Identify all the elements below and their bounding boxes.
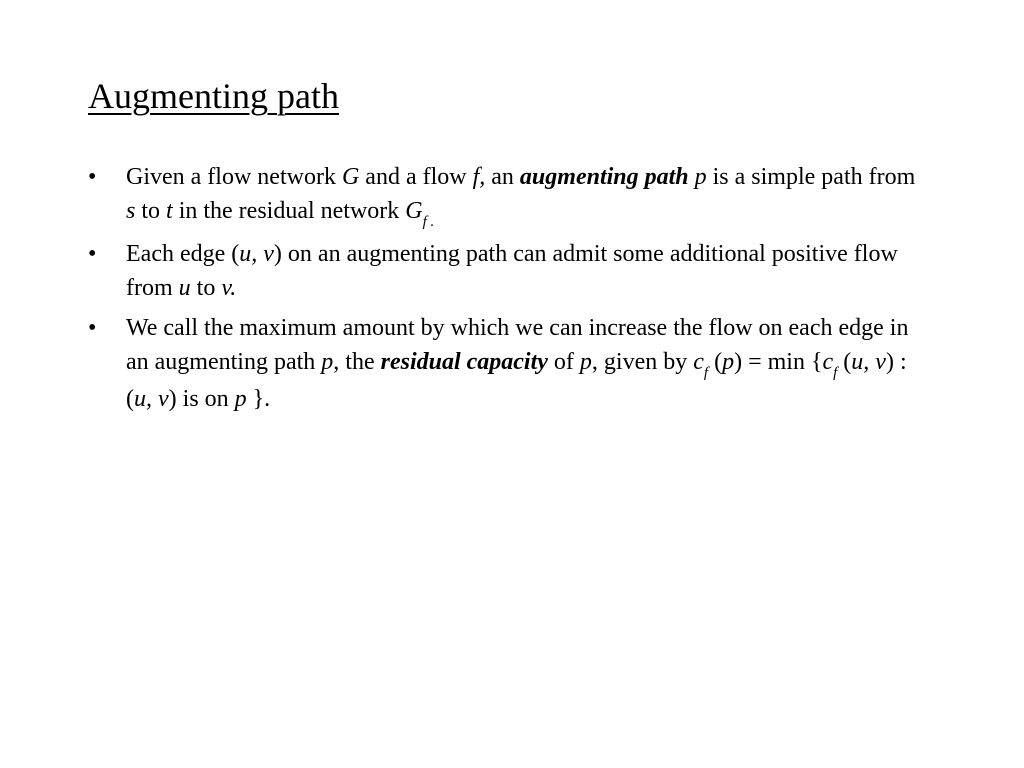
text: We call the maximum amount by which we can increase the flow on each edge in an augmenting path — [126, 315, 909, 375]
bullet-marker: • — [88, 241, 97, 267]
text: ( — [837, 349, 852, 375]
text: in the residual network — [172, 198, 406, 224]
text: to — [190, 275, 222, 301]
math-subscript-f: f . — [422, 214, 435, 230]
text: Each edge ( — [126, 241, 240, 267]
term-residual-capacity: residual capacity — [380, 349, 548, 375]
text: and a flow — [359, 164, 473, 190]
text: ) on an augmenting path can admit some additional positive flow from — [126, 241, 898, 301]
math-f: f, — [472, 164, 486, 190]
text: , given by — [591, 349, 694, 375]
math-p: p — [694, 164, 707, 190]
math-uv: u, v — [239, 241, 274, 267]
bullet-list — [88, 160, 918, 422]
text: of — [547, 349, 580, 375]
math-G: G — [341, 164, 360, 190]
slide-title: Augmenting path — [88, 76, 339, 116]
math-subscript-f: f — [833, 365, 838, 381]
text: ( — [708, 349, 723, 375]
math-c: c — [822, 349, 834, 375]
bullet-marker: • — [88, 315, 97, 341]
text: ) is on — [168, 386, 235, 412]
bullet-item-3 — [88, 311, 918, 416]
bullet-item-1 — [88, 160, 918, 231]
math-p: p — [579, 349, 592, 375]
bullet-item-2 — [88, 237, 918, 305]
text: Given a flow network — [126, 164, 342, 190]
bullet-marker: • — [88, 164, 97, 190]
math-p: p — [234, 386, 247, 412]
math-u: u — [178, 275, 191, 301]
text: , the — [333, 349, 381, 375]
math-p: p — [321, 349, 334, 375]
math-uv: u, v — [851, 349, 886, 375]
math-s: s — [126, 198, 136, 224]
text: }. — [246, 386, 271, 412]
text: ) : ( — [126, 349, 907, 412]
text: to — [135, 198, 167, 224]
term-augmenting-path: augmenting path — [519, 164, 689, 190]
math-v: v. — [221, 275, 237, 301]
text: ) = min { — [734, 349, 823, 375]
math-uv: u, v — [134, 386, 169, 412]
math-c: c — [693, 349, 704, 375]
text: an — [485, 164, 520, 190]
math-t: t — [166, 198, 173, 224]
math-p: p — [722, 349, 735, 375]
math-subscript-f: f — [703, 365, 709, 381]
text: is a simple path from — [706, 164, 916, 190]
math-G: G — [405, 198, 423, 224]
